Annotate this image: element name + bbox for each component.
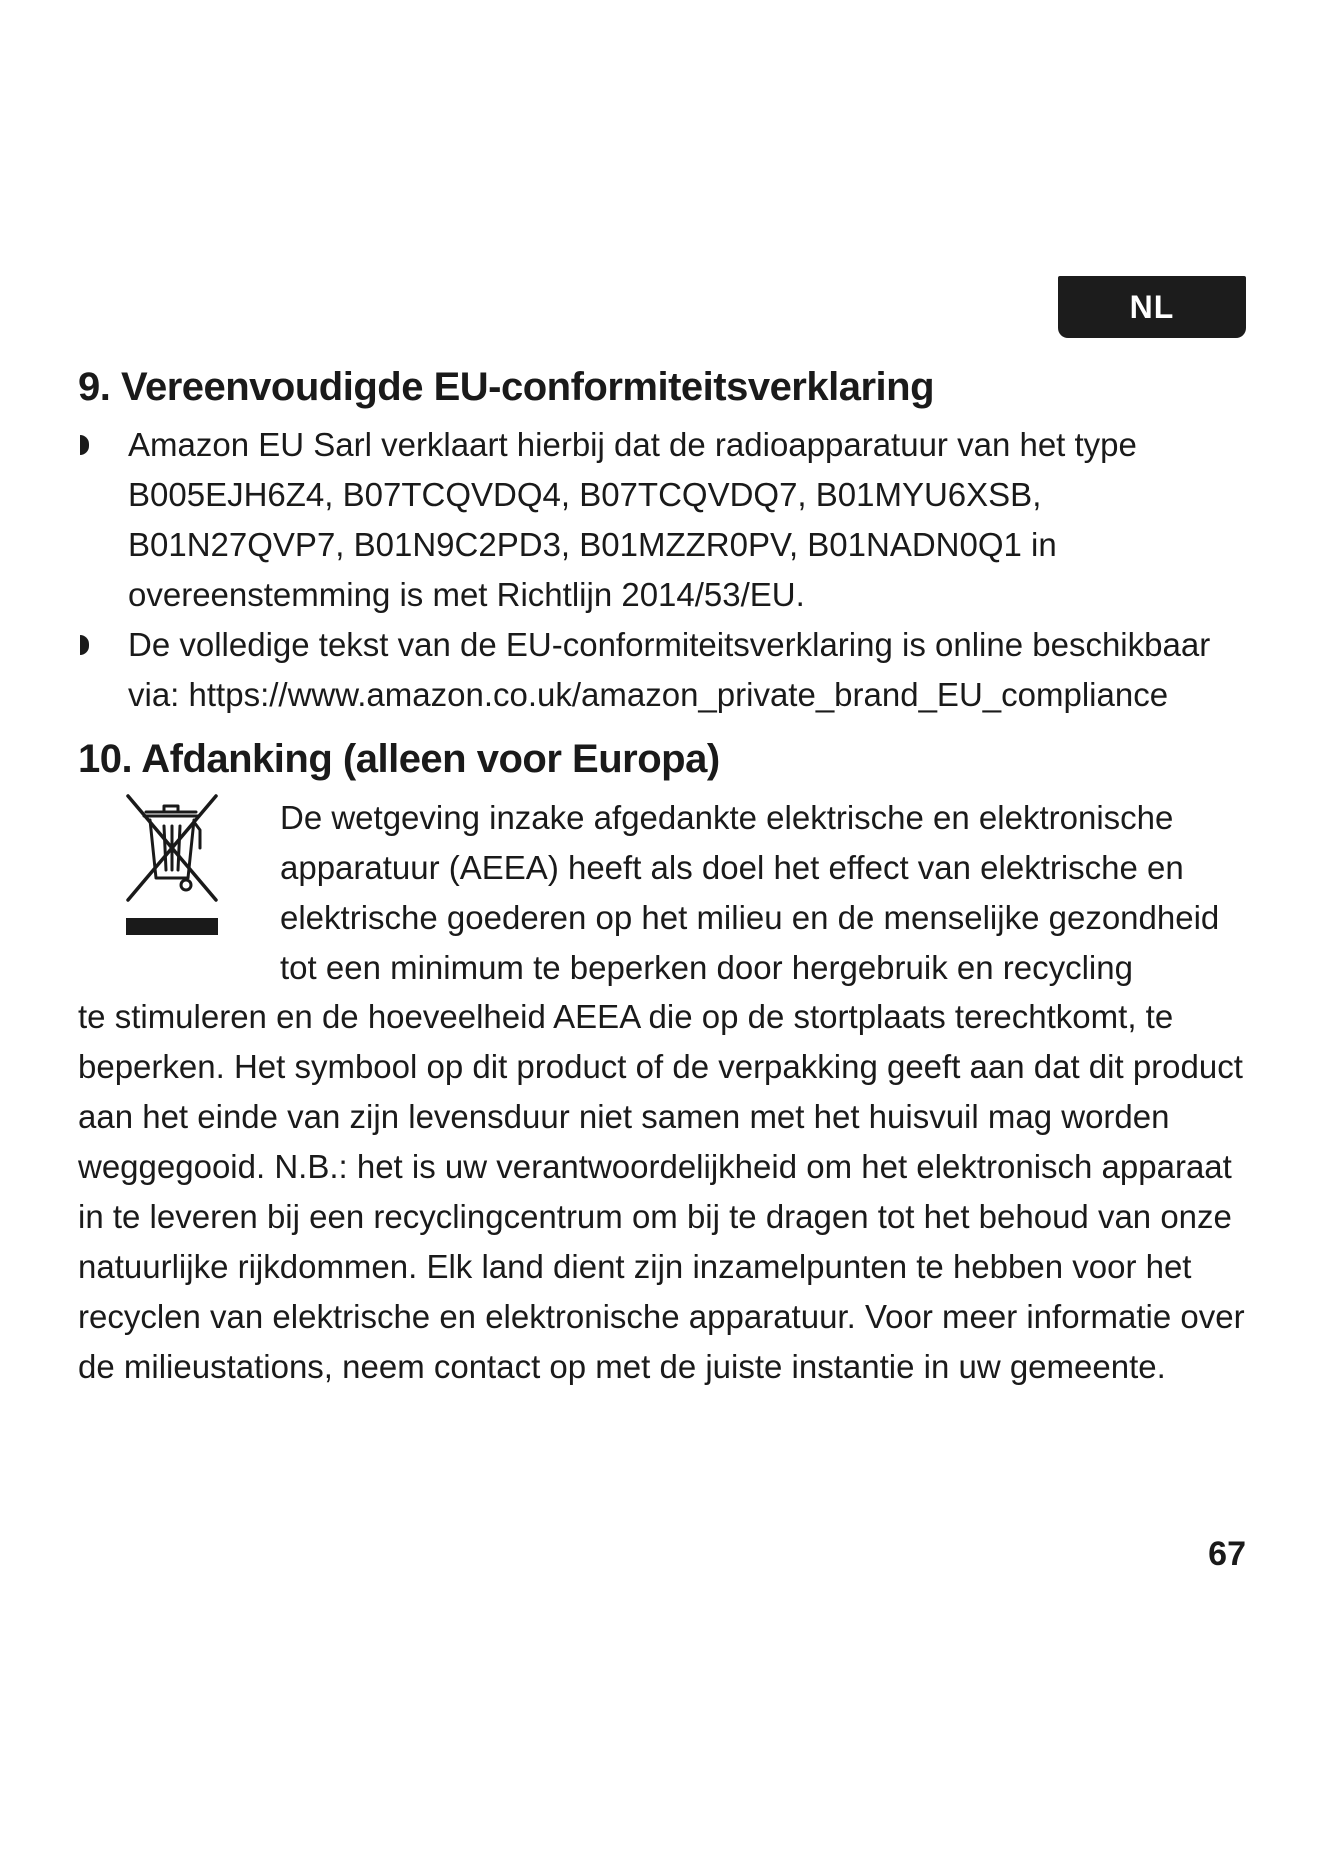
bullet-text: Amazon EU Sarl verklaart hierbij dat de radioapparatuur van het type B005EJH6Z4, B07TCQVDQ4, B07TCQVDQ7, B01MYU6XSB, B01N27QVP7, B01N9C2PD3, B01MZZR0PV, B01NADN0Q1 in overeenstemming is met Richtlijn 2014/53/EU. — [128, 426, 1137, 613]
weee-intro-text: De wetgeving inzake afgedankte elektrische en elektronische apparatuur (AEEA) heeft als doel het effect van elektrische en elektrische goederen op het milieu en de menselijke gezondheid tot een minimum te beperken door hergebruik en recycling — [280, 799, 1220, 986]
bullet-marker-icon — [80, 435, 89, 455]
bullet-text: De volledige tekst van de EU-conformiteitsverklaring is online beschikbaar via: https://www.amazon.co.uk/amazon_private_brand_EU_compliance — [128, 626, 1211, 713]
section-9-heading: 9. Vereenvoudigde EU-conformiteitsverklaring — [78, 365, 935, 409]
language-tab-label: NL — [1129, 288, 1175, 325]
bullet-item — [78, 620, 1248, 720]
crossed-out-wheelie-bin-icon — [116, 790, 226, 940]
section-10-heading: 10. Afdanking (alleen voor Europa) — [78, 737, 720, 781]
language-tab — [1058, 276, 1246, 338]
bullet-item — [78, 420, 1248, 620]
weee-body-text: te stimuleren en de hoeveelheid AEEA die op de stortplaats terechtkomt, te beperken. Het symbool op dit product of de verpakking geeft aan dat dit product aan het einde van zijn levensduur niet samen met het huisvuil mag worden weggegooid. N.B.: het is uw verantwoordelijkheid om het elektronisch apparaat in te leveren bij een recyclingcentrum om bij te dragen tot het behoud van onze natuurlijke rijkdommen. Elk land dient zijn inzamelpunten te hebben voor het recyclen van elektrische en elektronische apparatuur. Voor meer informatie over de milieustations, neem contact op met de juiste instantie in uw gemeente. — [78, 998, 1245, 1385]
section-9-bullet-list — [78, 420, 1248, 720]
page-number: 67 — [1208, 1535, 1246, 1573]
bullet-marker-icon — [80, 635, 89, 655]
